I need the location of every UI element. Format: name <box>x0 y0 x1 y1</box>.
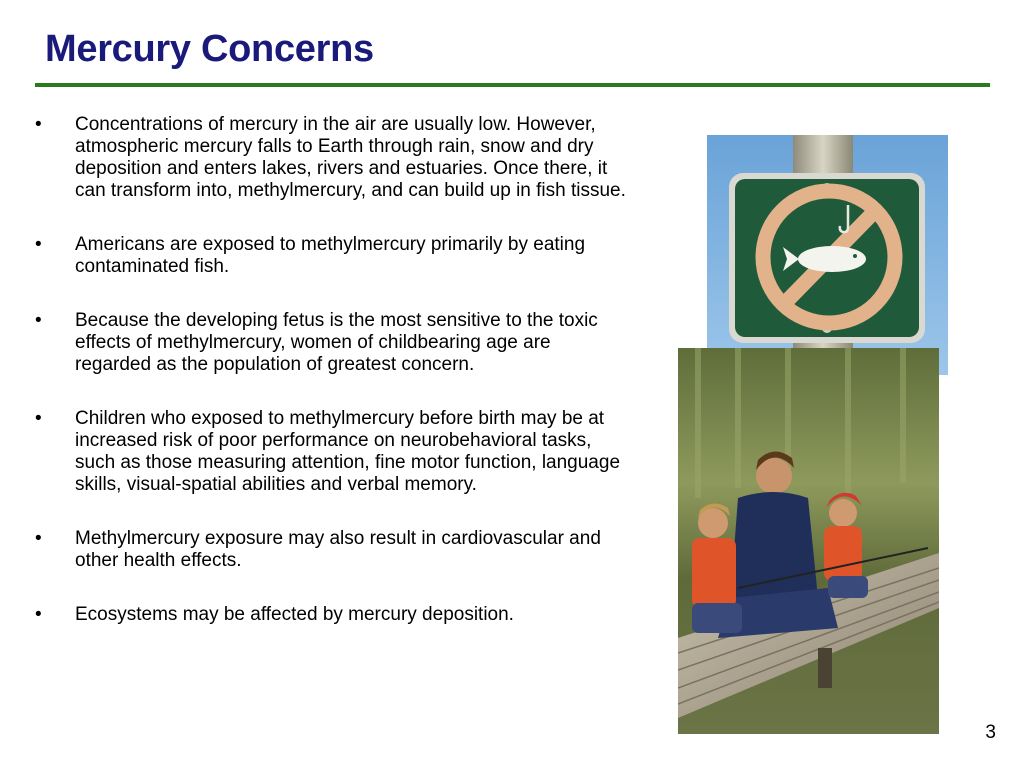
bullet-item <box>30 408 630 496</box>
no-fishing-sign-illustration <box>707 135 948 375</box>
bullet-text: Methylmercury exposure may also result in cardiovascular and other health effects. <box>75 528 601 571</box>
family-fishing-illustration <box>678 348 939 734</box>
bullet-text: Americans are exposed to methylmercury primarily by eating contaminated fish. <box>75 234 586 277</box>
bullet-item <box>30 310 630 376</box>
bullet-dot: • <box>35 310 42 331</box>
family-fishing-photo <box>678 348 939 734</box>
bullet-text: Concentrations of mercury in the air are usually low. However, atmospheric mercury falls to Earth through rain, snow and dry deposition and enters lakes, rivers and estuaries. Once there, it can transform into, methylmercury, and can build up in fish tissue. <box>75 114 626 201</box>
bullet-dot: • <box>35 234 42 255</box>
bullet-text: Ecosystems may be affected by mercury deposition. <box>75 604 514 625</box>
no-fishing-sign-photo <box>707 135 948 375</box>
bullet-dot: • <box>35 528 42 549</box>
title-divider <box>35 83 990 87</box>
page-number: 3 <box>985 722 996 743</box>
slide-title: Mercury Concerns <box>45 28 374 70</box>
bullet-dot: • <box>35 604 42 625</box>
bullet-dot: • <box>35 408 42 429</box>
bullet-item <box>30 604 630 626</box>
bullet-text: Children who exposed to methylmercury before birth may be at increased risk of poor performance on neurobehavioral tasks, such as those measuring attention, fine motor function, language skills, visual-spatial abilities and verbal memory. <box>75 408 621 495</box>
bullet-item <box>30 528 630 572</box>
bullet-list <box>30 114 630 658</box>
bullet-text: Because the developing fetus is the most sensitive to the toxic effects of methylmercury, women of childbearing age are regarded as the population of greatest concern. <box>75 310 598 375</box>
bullet-dot: • <box>35 114 42 135</box>
bullet-item <box>30 234 630 278</box>
bullet-item <box>30 114 630 202</box>
